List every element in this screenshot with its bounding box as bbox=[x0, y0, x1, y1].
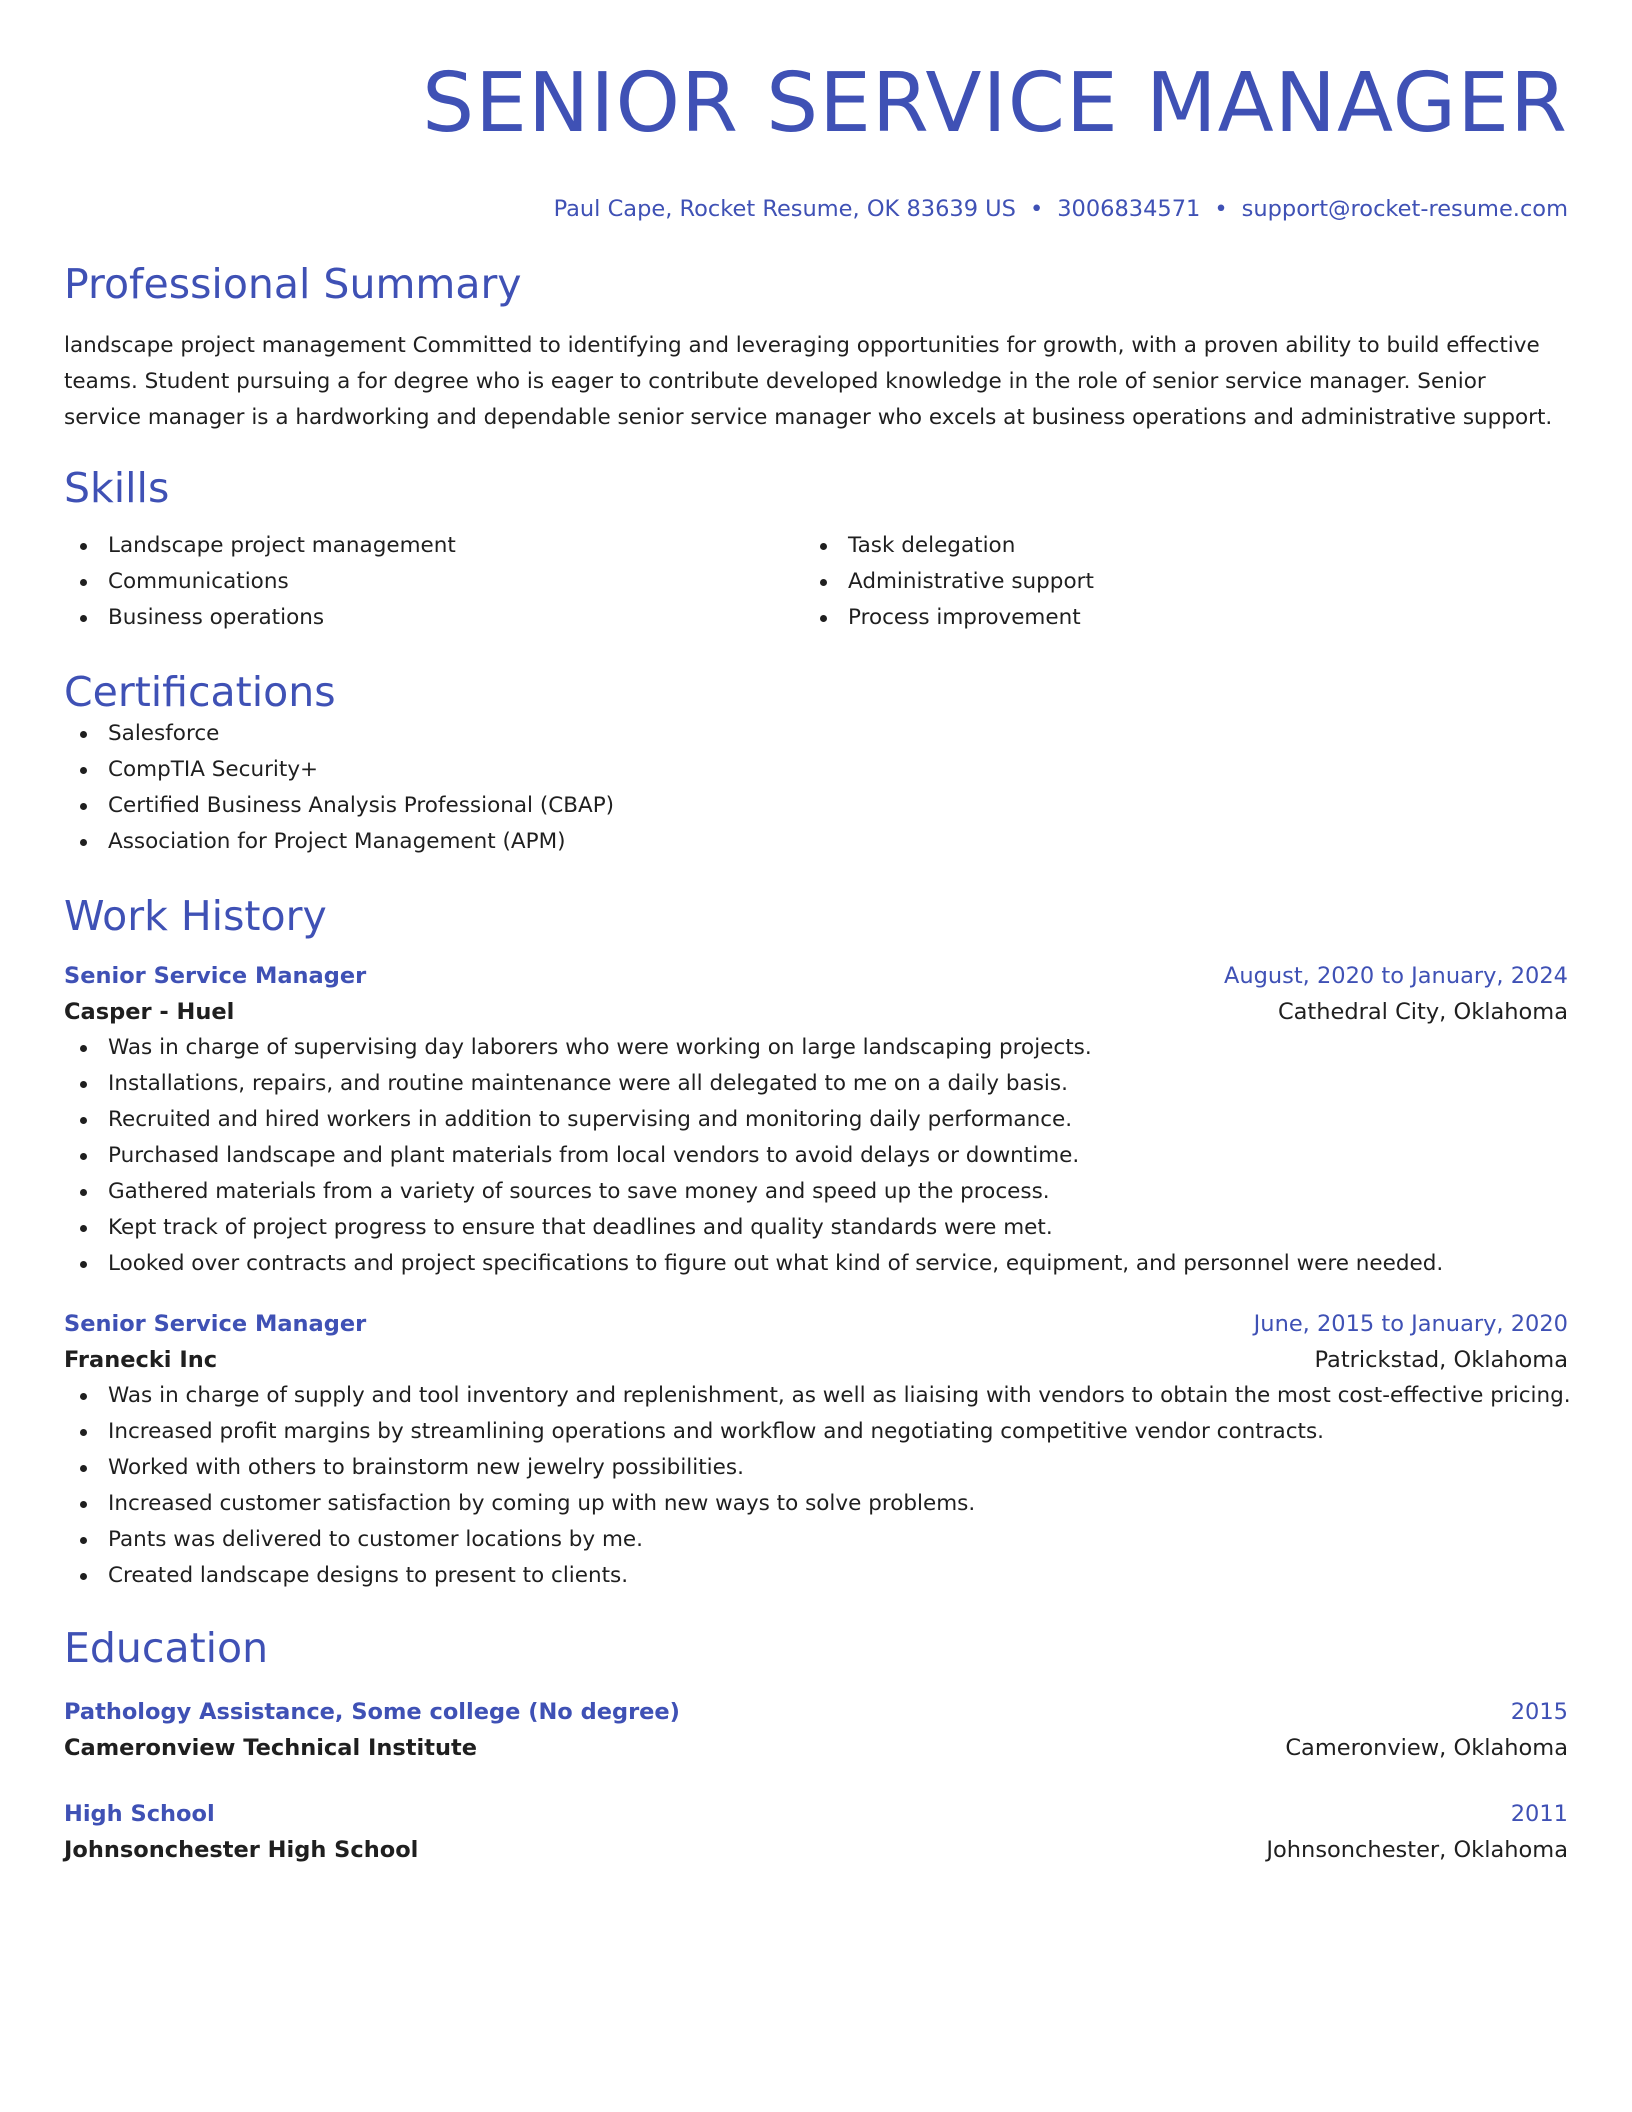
certifications-list bbox=[64, 716, 1568, 860]
contact-separator: • bbox=[1029, 196, 1044, 222]
job-title-row bbox=[64, 960, 1568, 992]
certifications-heading: Certifications bbox=[64, 668, 336, 716]
job-title: Senior Service Manager bbox=[64, 1311, 367, 1337]
education-school-row bbox=[64, 1832, 1568, 1868]
job-company: Franecki Inc bbox=[64, 1347, 218, 1373]
contact-address: Paul Cape, Rocket Resume, OK 83639 US bbox=[553, 196, 1016, 222]
job-entry bbox=[64, 960, 1568, 1282]
job-entry bbox=[64, 1308, 1571, 1594]
education-degree: High School bbox=[64, 1801, 215, 1827]
skills-section bbox=[64, 464, 1568, 636]
resume-title: SENIOR SERVICE MANAGER bbox=[422, 56, 1568, 151]
job-dates: June, 2015 to January, 2020 bbox=[1253, 1311, 1568, 1337]
certification-item: Certified Business Analysis Professional (CBAP) bbox=[64, 788, 1568, 824]
work-history-heading: Work History bbox=[64, 892, 327, 940]
education-location: Cameronview, Oklahoma bbox=[1285, 1735, 1568, 1761]
job-location: Patrickstad, Oklahoma bbox=[1314, 1347, 1568, 1373]
job-bullets bbox=[64, 1030, 1568, 1282]
education-year: 2015 bbox=[1510, 1699, 1568, 1725]
education-year: 2011 bbox=[1510, 1801, 1568, 1827]
job-company-row bbox=[64, 994, 1568, 1030]
contact-email: support@rocket-resume.com bbox=[1241, 196, 1568, 222]
education-heading: Education bbox=[64, 1624, 269, 1672]
education-school: Johnsonchester High School bbox=[64, 1837, 419, 1863]
skills-list-left bbox=[64, 528, 804, 636]
skill-item: Task delegation bbox=[804, 528, 1544, 564]
certification-item: Association for Project Management (APM) bbox=[64, 824, 1568, 860]
certifications-section bbox=[64, 668, 1568, 860]
skill-item: Communications bbox=[64, 564, 804, 600]
contact-separator: • bbox=[1214, 196, 1228, 222]
job-bullets bbox=[64, 1378, 1571, 1594]
skills-heading: Skills bbox=[64, 464, 170, 512]
job-company-row bbox=[64, 1342, 1568, 1378]
job-bullet: Worked with others to brainstorm new jewelry possibilities. bbox=[64, 1450, 1568, 1486]
job-bullet: Gathered materials from a variety of sources to save money and speed up the process. bbox=[64, 1174, 1568, 1210]
job-bullet: Purchased landscape and plant materials from local vendors to avoid delays or downtime. bbox=[64, 1138, 1568, 1174]
education-degree-row bbox=[64, 1696, 1568, 1728]
job-title: Senior Service Manager bbox=[64, 963, 367, 989]
job-bullet: Was in charge of supervising day laborers who were working on large landscaping projects. bbox=[64, 1030, 1568, 1066]
job-bullet: Looked over contracts and project specifications to figure out what kind of service, equipment, and personnel were needed. bbox=[64, 1246, 1568, 1282]
skill-item: Administrative support bbox=[804, 564, 1544, 600]
work-history-section bbox=[64, 892, 1571, 1594]
job-bullet: Recruited and hired workers in addition to supervising and monitoring daily performance. bbox=[64, 1102, 1568, 1138]
job-company: Casper - Huel bbox=[64, 999, 235, 1025]
skills-grid bbox=[64, 528, 1568, 636]
education-school: Cameronview Technical Institute bbox=[64, 1735, 478, 1761]
job-bullet: Kept track of project progress to ensure that deadlines and quality standards were met. bbox=[64, 1210, 1568, 1246]
summary-heading: Professional Summary bbox=[64, 260, 522, 308]
education-degree: Pathology Assistance, Some college (No degree) bbox=[64, 1699, 680, 1725]
contact-line bbox=[64, 194, 1568, 224]
education-degree-row bbox=[64, 1798, 1568, 1830]
job-bullet: Was in charge of supply and tool inventory and replenishment, as well as liaising with vendors to obtain the most cost-effective pricing. bbox=[64, 1378, 1568, 1414]
summary-text: landscape project management Committed to identifying and leveraging opportunities for growth, with a proven ability to build effective teams. Student pursuing a for degree who is eager to contribute developed knowledge in the role of senior service manager. Senior service manager is a hardworking and dependable senior service manager who excels at business operations and administrative support. bbox=[64, 333, 1553, 430]
certification-item: Salesforce bbox=[64, 716, 1568, 752]
certification-item: CompTIA Security+ bbox=[64, 752, 1568, 788]
summary-section bbox=[64, 260, 1568, 436]
contact-phone: 3006834571 bbox=[1057, 196, 1201, 222]
job-bullet: Installations, repairs, and routine maintenance were all delegated to me on a daily basis. bbox=[64, 1066, 1568, 1102]
job-dates: August, 2020 to January, 2024 bbox=[1223, 963, 1568, 989]
skill-item: Landscape project management bbox=[64, 528, 804, 564]
job-bullet: Created landscape designs to present to clients. bbox=[64, 1558, 1568, 1594]
job-location: Cathedral City, Oklahoma bbox=[1277, 999, 1568, 1025]
education-school-row bbox=[64, 1730, 1568, 1766]
skill-item: Business operations bbox=[64, 600, 804, 636]
education-entry bbox=[64, 1798, 1568, 1868]
education-section bbox=[64, 1624, 1568, 1868]
education-entry bbox=[64, 1696, 1568, 1766]
education-location: Johnsonchester, Oklahoma bbox=[1266, 1837, 1568, 1863]
job-title-row bbox=[64, 1308, 1568, 1340]
skills-list-right bbox=[804, 528, 1544, 636]
job-bullet: Increased profit margins by streamlining operations and workflow and negotiating competitive vendor contracts. bbox=[64, 1414, 1568, 1450]
job-bullet: Increased customer satisfaction by coming up with new ways to solve problems. bbox=[64, 1486, 1568, 1522]
job-bullet: Pants was delivered to customer locations by me. bbox=[64, 1522, 1568, 1558]
skill-item: Process improvement bbox=[804, 600, 1544, 636]
